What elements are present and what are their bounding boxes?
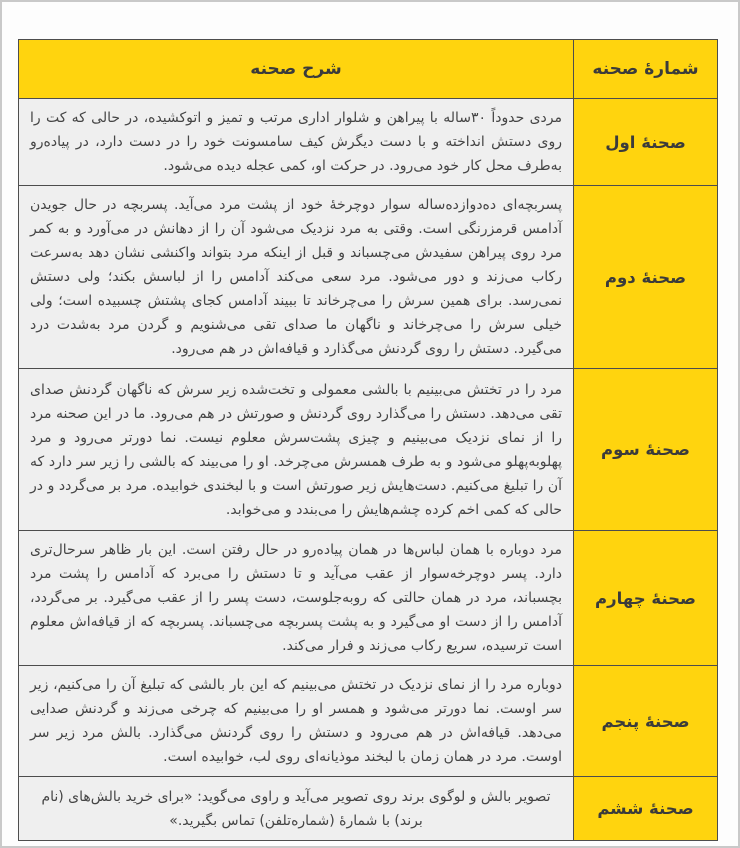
scene-number-cell: صحنهٔ پنجم bbox=[574, 666, 718, 777]
scene-number-cell: صحنهٔ دوم bbox=[574, 186, 718, 369]
table-header-row bbox=[19, 40, 718, 99]
scene-description-cell: مرد دوباره با همان لباس‌ها در همان پیاده‌رو در حال رفتن است. این بار ظاهر سرحال‌تری دارد. پسر دوچرخه‌سوار از عقب می‌آید و تا دستش را می‌برد که آدامس را پشت مرد بچسباند، مرد در همان حالتی که روبه‌جلوست، دست پسر را از عقب می‌گیرد. بر می‌گردد، آدامس را از دست او می‌گیرد و به پشت پسربچه می‌چسباند. پسربچه که از قیافه‌اش معلوم است ترسیده، سریع رکاب می‌زند و فرار می‌کند. bbox=[19, 531, 574, 666]
table-row bbox=[19, 369, 718, 531]
scene-table bbox=[18, 39, 718, 841]
scene-description-cell: تصویر بالش و لوگوی برند روی تصویر می‌آید و راوی می‌گوید: «برای خرید بالش‌های (نام برند) با شمارهٔ (شماره‌تلفن) تماس بگیرید.» bbox=[19, 777, 574, 841]
table-row bbox=[19, 666, 718, 777]
scene-number-cell: صحنهٔ اول bbox=[574, 99, 718, 186]
scene-description-cell: مرد را در تختش می‌بینیم با بالشی معمولی و تخت‌شده زیر سرش که ناگهان گردنش صدای تقی می‌دهد. دستش را می‌گذارد روی گردنش و صورتش در هم می‌رود. ما در این صحنه مرد را از نمای نزدیک می‌بینیم و چیزی پشت‌سرش معلوم نیست. نما دورتر می‌رود و مرد پهلوبه‌پهلو می‌شود و به طرف همسرش می‌چرخد. او را می‌بیند که بالشی را زیر سر دارد که آن را تبلیغ می‌کنیم. دست‌هایش زیر صورتش است و با لبخندی خوابیده. مرد بر می‌گردد و در حالی که کمی اخم کرده چشم‌هایش را می‌بندد و می‌خوابد. bbox=[19, 369, 574, 531]
table-row bbox=[19, 777, 718, 841]
scene-description-cell: مردی حدوداً ۳۰ساله با پیراهن و شلوار اداری مرتب و تمیز و اتوکشیده، در حالی که کت را روی دستش انداخته و با دست دیگرش کیف سامسونت خود را در دست دارد، در پیاده‌رو به‌طرف محل کار خود می‌رود. در حرکت او، کمی عجله دیده می‌شود. bbox=[19, 99, 574, 186]
header-cell-scene-description: شرح صحنه bbox=[19, 40, 574, 99]
table-row bbox=[19, 186, 718, 369]
header-cell-scene-number: شمارهٔ صحنه bbox=[574, 40, 718, 99]
scene-description-cell: دوباره مرد را از نمای نزدیک در تختش می‌بینیم که این بار بالشی که تبلیغ آن را می‌کنیم، زیر سر اوست. نما دورتر می‌شود و همسر او را می‌بینیم که چرخی می‌زند و گردنش صدایی می‌دهد. قیافه‌اش در هم می‌رود و دستش را روی گردنش می‌گذارد. بالش مرد زیر سر اوست. مرد در همان زمان با لبخند موذیانه‌ای روی لب، خوابیده است. bbox=[19, 666, 574, 777]
table-row bbox=[19, 99, 718, 186]
table-row bbox=[19, 531, 718, 666]
scene-number-cell: صحنهٔ سوم bbox=[574, 369, 718, 531]
scene-number-cell: صحنهٔ ششم bbox=[574, 777, 718, 841]
scene-description-cell: پسربچه‌ای ده‌دوازده‌ساله سوار دوچرخهٔ خود از پشت مرد می‌آید. پسربچه در حال جویدن آدامس قرمزرنگی است. وقتی به مرد نزدیک می‌شود آن را از دهانش در می‌آورد و به کمر مرد روی پیراهن سفیدش می‌چسباند و قبل از اینکه مرد بتواند واکنشی نشان دهد به‌سرعت رکاب می‌زند و دور می‌شود. مرد سعی می‌کند آدامس را از لباسش بکند؛ ولی دستش نمی‌رسد. برای همین سرش را می‌چرخاند تا ببیند آدامس کجای پشتش چسبیده است؛ ولی خیلی سرش را می‌چرخاند و ناگهان ما صدای تقی می‌شنویم و گردن مرد به‌شدت درد می‌گیرد. دستش را روی گردنش می‌گذارد و قیافه‌اش در هم می‌رود. bbox=[19, 186, 574, 369]
scene-number-cell: صحنهٔ چهارم bbox=[574, 531, 718, 666]
